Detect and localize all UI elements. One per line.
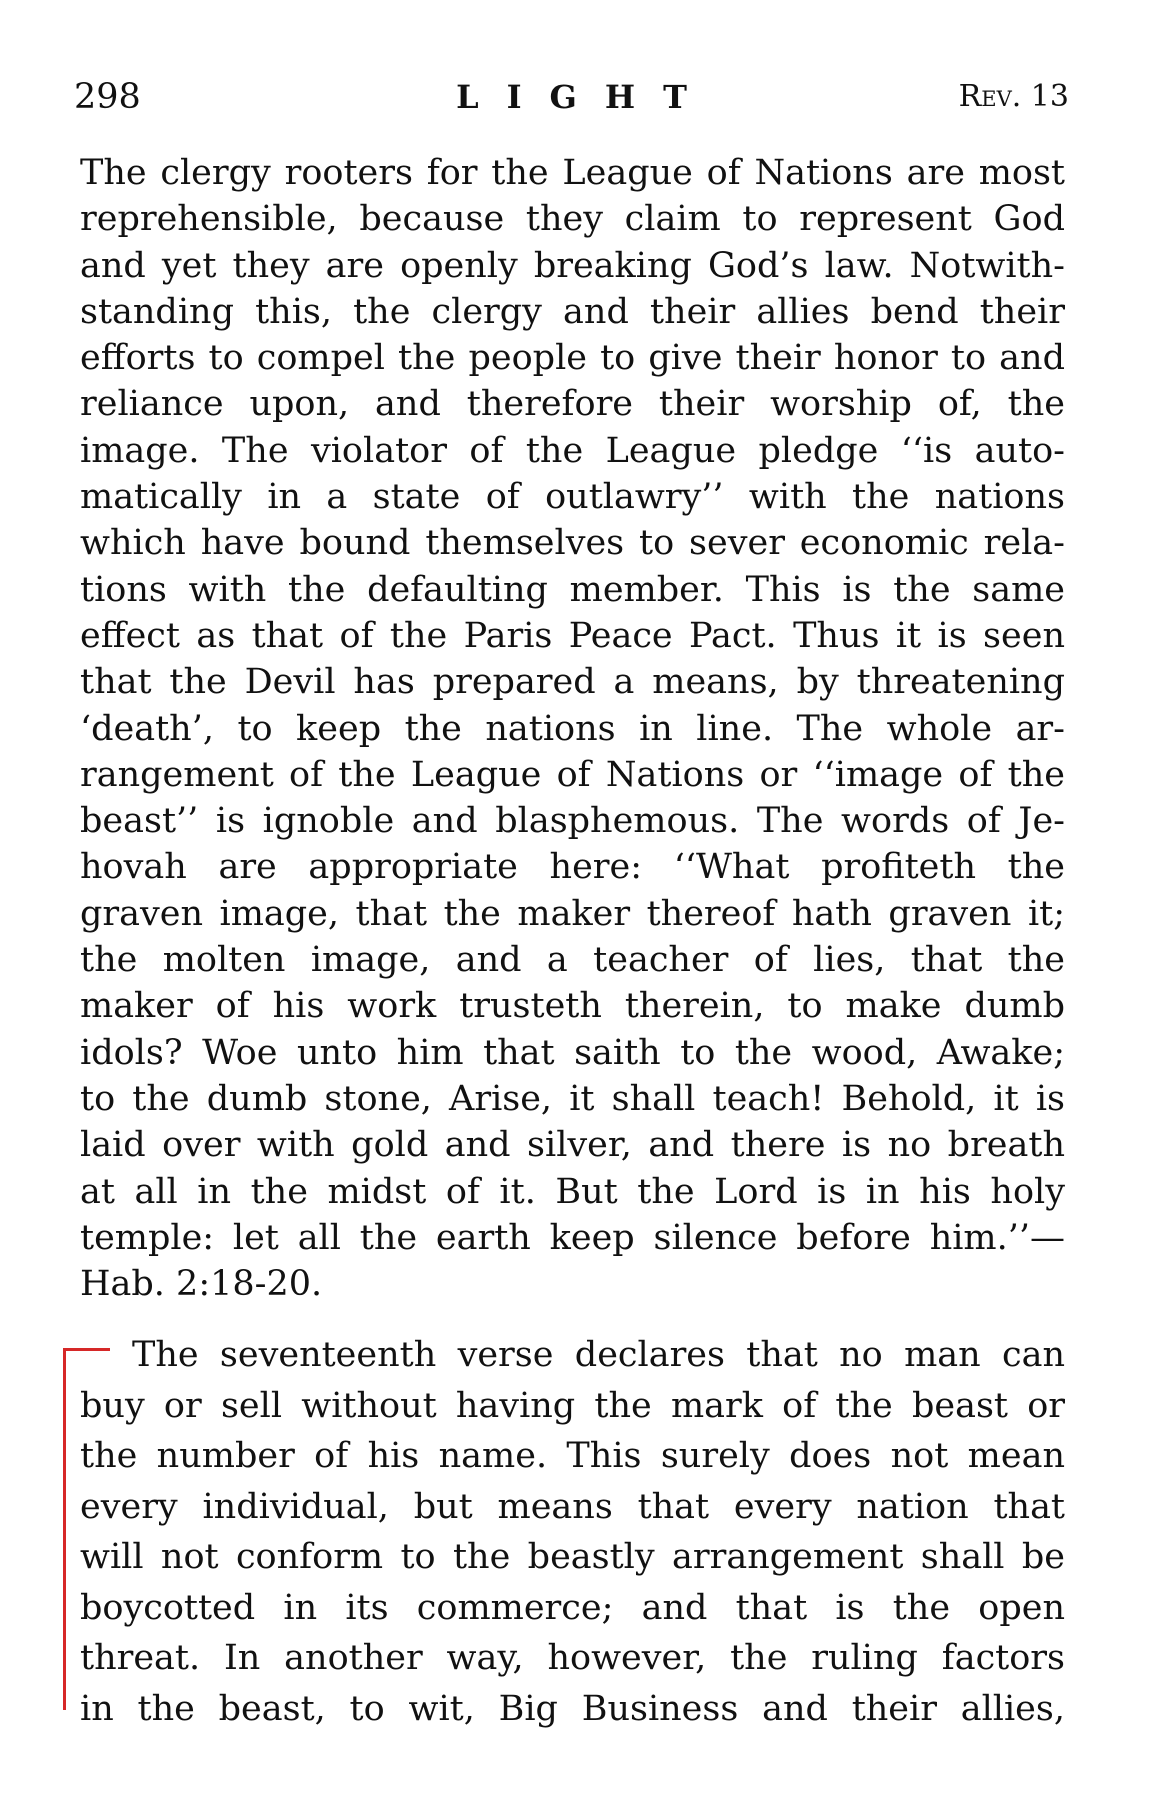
text-line: that the Devil has prepared a means, by threatening <box>80 662 1065 703</box>
page-number: 298 <box>74 77 141 117</box>
text-line: the molten image, and a teacher of lies, that the <box>80 940 1065 981</box>
text-line: Hab. 2:18-20. <box>80 1264 323 1305</box>
text-line: tions with the defaulting member. This is the same <box>80 569 1065 610</box>
text-line: laid over with gold and silver, and there is no breath <box>80 1125 1065 1166</box>
text-line: efforts to compel the people to give their honor to and <box>80 338 1065 379</box>
text-line: which have bound themselves to sever economic rela- <box>80 523 1065 564</box>
text-line: the number of his name. This surely does not mean <box>80 1436 1065 1476</box>
text-line: ‘death’, to keep the nations in line. The whole ar- <box>80 708 1065 749</box>
text-line: The seventeenth verse declares that no man can <box>132 1335 1065 1375</box>
text-line: every individual, but means that every nation that <box>80 1486 1065 1527</box>
text-line: at all in the midst of it. But the Lord is in his holy <box>80 1171 1065 1212</box>
paragraph-2 <box>80 1330 1065 1734</box>
text-line: reliance upon, and therefore their worship of, the <box>80 384 1065 425</box>
text-line: reprehensible, because they claim to represent God <box>80 199 1065 240</box>
text-line: threat. In another way, however, the ruling factors <box>80 1638 1065 1678</box>
text-line: buy or sell without having the mark of the beast or <box>80 1385 1065 1426</box>
paragraph-1 <box>80 150 1065 1307</box>
text-line: beast’’ is ignoble and blasphemous. The words of Je- <box>80 801 1065 842</box>
text-line: image. The violator of the League pledge ‘‘is auto- <box>80 430 1065 471</box>
text-line: to the dumb stone, Arise, it shall teach! Behold, it is <box>80 1078 1065 1119</box>
chapter-reference: Rev. 13 <box>958 79 1069 114</box>
text-line: temple: let all the earth keep silence before him.’’— <box>80 1217 1065 1258</box>
text-line: and yet they are openly breaking God’s law. Notwith- <box>80 245 1065 286</box>
text-line: effect as that of the Paris Peace Pact. Thus it is seen <box>80 615 1065 656</box>
text-line: in the beast, to wit, Big Business and their allies, <box>80 1688 1065 1729</box>
text-line: boycotted in its commerce; and that is the open <box>80 1587 1065 1628</box>
running-title: LIGHT <box>456 78 715 116</box>
text-line: graven image, that the maker thereof hath graven it; <box>80 893 1065 934</box>
text-line: rangement of the League of Nations or ‘‘image of the <box>80 754 1065 795</box>
text-line: maker of his work trusteth therein, to make dumb <box>80 986 1065 1027</box>
text-line: The clergy rooters for the League of Nations are most <box>80 153 1065 193</box>
margin-bracket-side <box>63 1348 66 1710</box>
text-line: hovah are appropriate here: ‘‘What profiteth the <box>80 847 1065 888</box>
text-line: will not conform to the beastly arrangement shall be <box>80 1537 1065 1577</box>
text-line: idols? Woe unto him that saith to the wood, Awake; <box>80 1032 1065 1073</box>
text-line: matically in a state of outlawry’’ with the nations <box>80 477 1065 518</box>
text-line: standing this, the clergy and their allies bend their <box>80 291 1065 332</box>
running-head <box>74 72 1069 122</box>
